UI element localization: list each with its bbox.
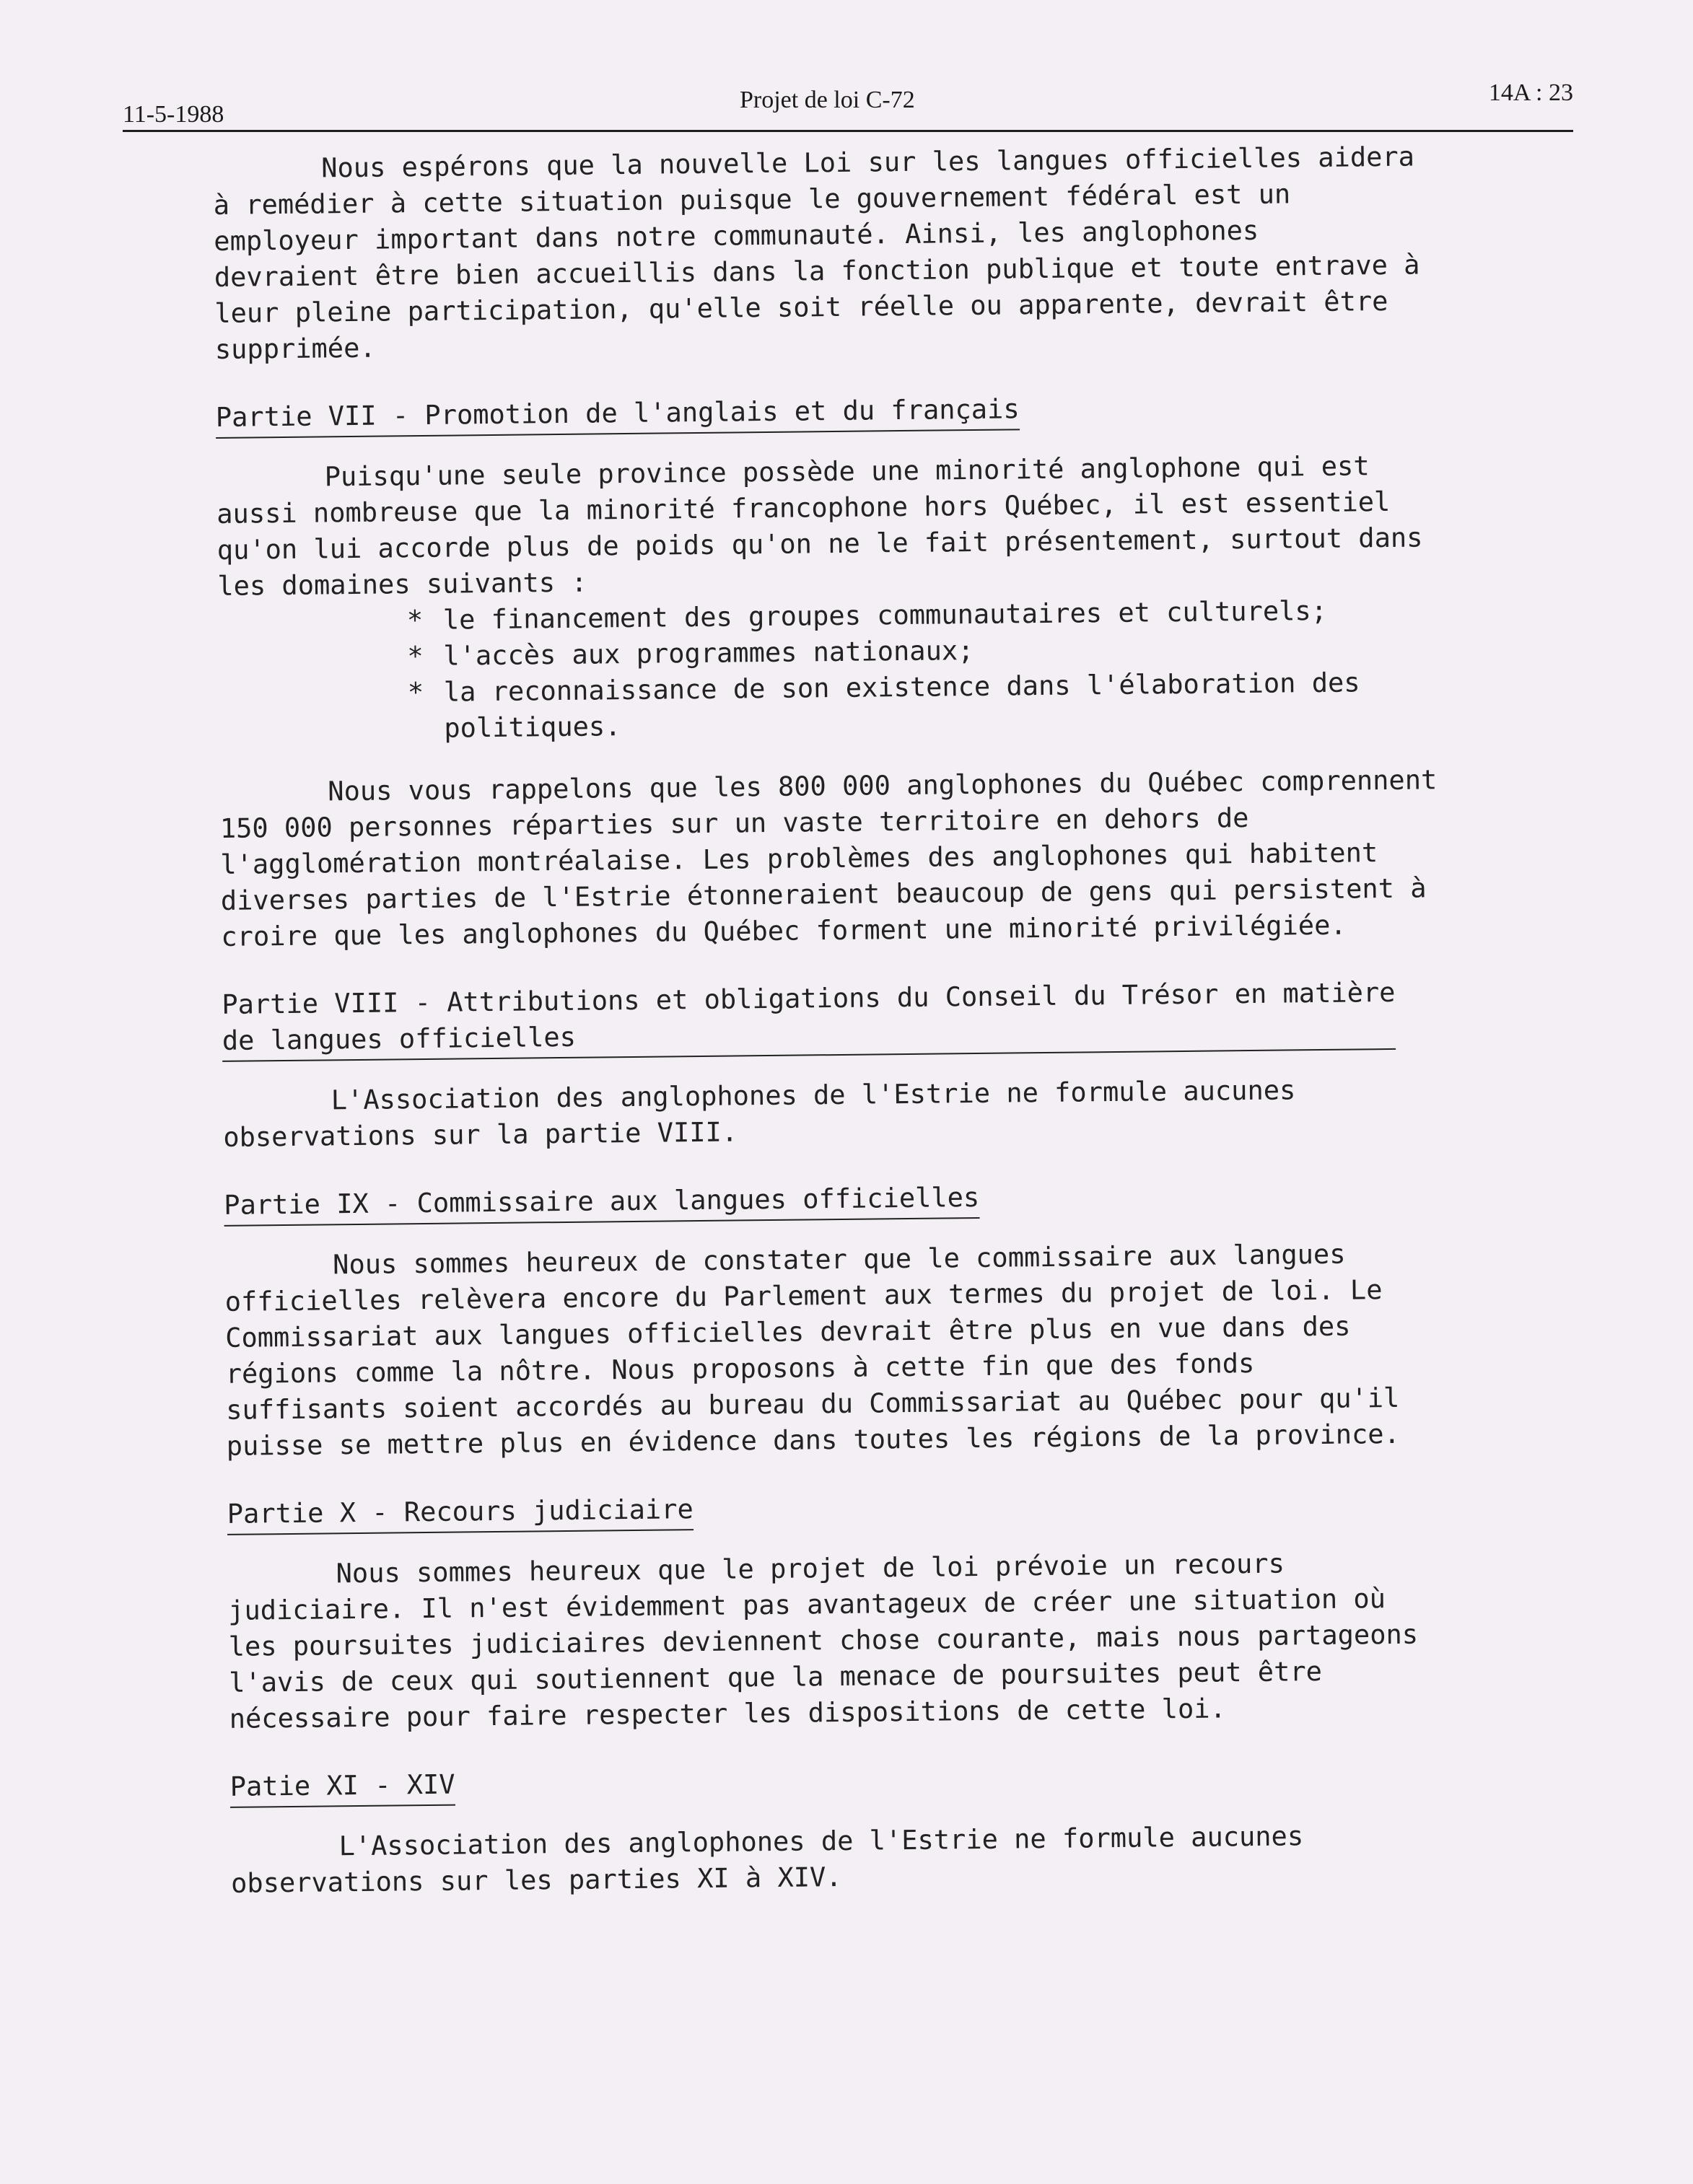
bullet-star: * [407, 676, 424, 709]
part9-paragraph: Nous sommes heureux de constater que le commissaire aux langues officielles relèvera encore du Parlement aux termes du projet de loi. Le Commissariat aux langues officielles devrait être plus en vue dans des régions comme la nôtre. Nous proposons à cette fin que des fonds suffisants soient accordés au bureau du Commissariat au Québec pour qu'il puisse se mettre plus en évidence dans toutes les régions de la province. [224, 1238, 1401, 1462]
part10-heading-block [227, 1483, 1526, 1535]
header-title: Projet de loi C-72 [740, 87, 915, 113]
part8-heading-block [222, 973, 1521, 1062]
intro-paragraph: Nous espérons que la nouvelle Loi sur les langues officielles aidera à remédier à cette situation puisque le gouvernement fédéral est un employeur important dans notre communauté. Ainsi, les anglophones devraient être bien accueillis dans la fonction publique et toute entrave à leur pleine participation, qu'elle soit réelle ou apparente, devrait être supprimée. [213, 141, 1420, 365]
part8-heading: Partie VIII - Attributions et obligations du Conseil du Trésor en matière de langues officielles [222, 975, 1396, 1062]
bullet-star: * [406, 604, 424, 636]
part10-paragraph: Nous sommes heureux que le projet de loi prévoie un recours judiciaire. Il n'est évidemment pas avantageux de créer une situation où les poursuites judiciaires deviennent chose courante, mais nous partageons l'avis de ceux qui soutiennent que la menace de poursuites peut être nécessaire pour faire respecter les dispositions de cette loi. [227, 1548, 1419, 1735]
page-header [123, 72, 1573, 132]
part7-heading: Partie VII - Promotion de l'anglais et du français [216, 391, 1020, 439]
part9-heading: Partie IX - Commissaire aux langues officielles [224, 1180, 979, 1227]
list-item: * le financement des groupes communautaires et culturels; [407, 591, 1517, 639]
bullet-star: * [407, 640, 424, 672]
header-page-number: 14A : 23 [1488, 79, 1573, 106]
part10-heading: Partie X - Recours judiciaire [227, 1491, 694, 1535]
part11-heading-block [229, 1755, 1528, 1808]
part7-heading-block [216, 386, 1515, 439]
part7-paragraph: Puisqu'une seule province possède une minorité anglophone qui est aussi nombreuse que la minorité francophone hors Québec, il est essentiel qu'on lui accorde plus de poids qu'on ne le fait présentement, surtout dans les domaines suivants : [216, 450, 1423, 602]
document-body [213, 138, 1530, 1902]
part7-paragraph-2: Nous vous rappelons que les 800 000 anglophones du Québec comprennent 150 000 personnes réparties sur un vaste territoire en dehors de l'agglomération montréalaise. Les problèmes des anglophones qui habitent diverses parties de l'Estrie étonneraient beaucoup de gens qui persistent à croire que les anglophones du Québec forment une minorité privilégiée. [219, 764, 1438, 952]
list-item: * la reconnaissance de son existence dans l'élaboration des politiques. [407, 667, 1360, 744]
part7-list [218, 591, 1518, 749]
part11-heading: Patie XI - XIV [229, 1767, 455, 1808]
part9-heading-block [224, 1174, 1523, 1227]
list-item: * l'accès aux programmes nationaux; [407, 627, 1517, 675]
part8-paragraph: L'Association des anglophones de l'Estrie ne formule aucunes observations sur la partie VIII. [223, 1074, 1296, 1153]
part11-paragraph: L'Association des anglophones de l'Estrie ne formule aucunes observations sur les parties XI à XIV. [230, 1820, 1304, 1899]
header-date: 11-5-1988 [123, 101, 224, 128]
